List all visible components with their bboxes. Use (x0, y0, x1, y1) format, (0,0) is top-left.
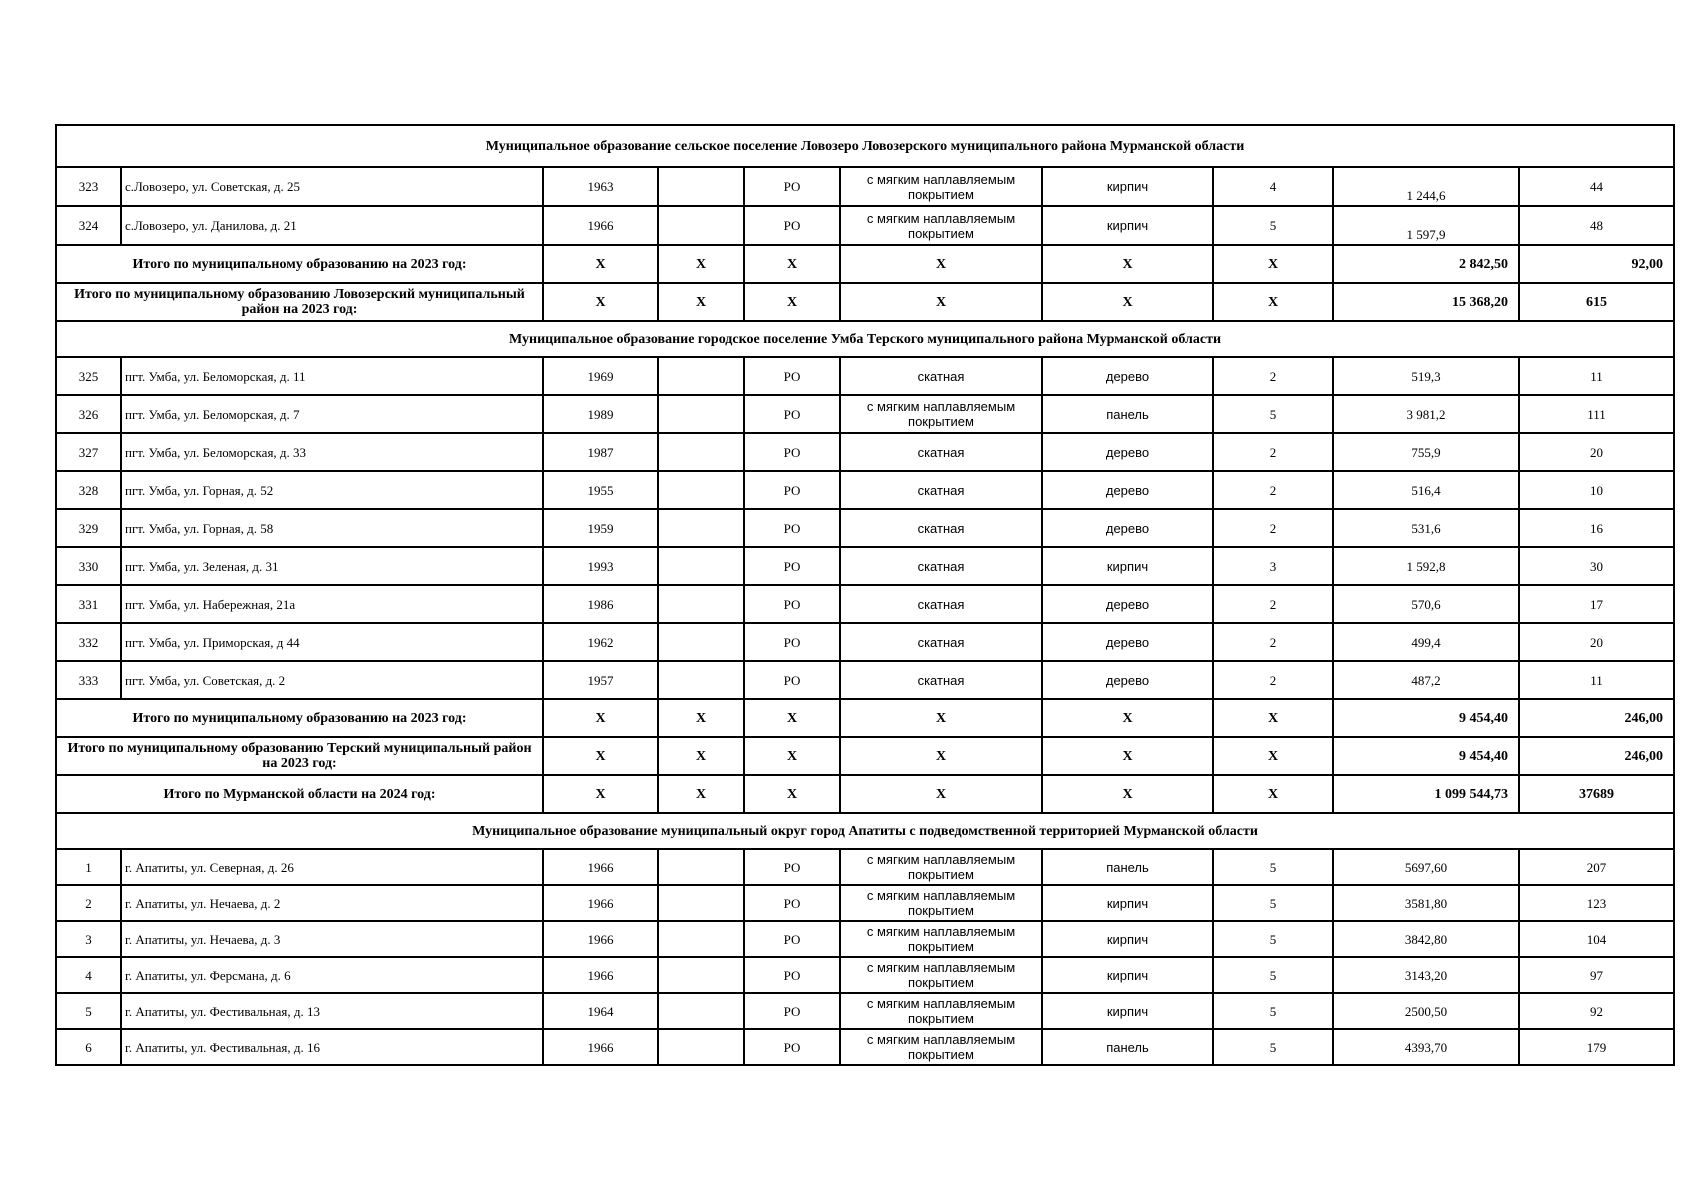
floors-cell: 2 (1213, 661, 1333, 699)
row-number: 327 (56, 433, 121, 471)
floors-cell: 4 (1213, 167, 1333, 206)
wall-material-cell: кирпич (1042, 921, 1213, 957)
ro-cell: РО (744, 357, 840, 395)
residents-cell: 97 (1519, 957, 1674, 993)
roof-type-cell: с мягким наплавляемым покрытием (840, 849, 1042, 885)
x-mark-cell: Х (1042, 737, 1213, 775)
table-row (56, 623, 1674, 661)
empty-cell (658, 885, 744, 921)
area-cell: 519,3 (1333, 357, 1519, 395)
x-mark-cell: Х (840, 245, 1042, 283)
year-cell: 1966 (543, 1029, 658, 1065)
year-cell: 1957 (543, 661, 658, 699)
area-cell: 1 244,6 (1333, 167, 1519, 206)
roof-type-cell: скатная (840, 471, 1042, 509)
roof-type-cell: скатная (840, 623, 1042, 661)
wall-material-cell: кирпич (1042, 167, 1213, 206)
wall-material-cell: дерево (1042, 585, 1213, 623)
total-residents-cell: 37689 (1519, 775, 1674, 813)
address-cell: г. Апатиты, ул. Нечаева, д. 3 (121, 921, 543, 957)
residents-cell: 44 (1519, 167, 1674, 206)
residents-cell: 207 (1519, 849, 1674, 885)
x-mark-cell: Х (840, 699, 1042, 737)
residents-cell: 11 (1519, 661, 1674, 699)
x-mark-cell: Х (744, 775, 840, 813)
x-mark-cell: Х (1213, 245, 1333, 283)
x-mark-cell: Х (658, 775, 744, 813)
area-cell: 516,4 (1333, 471, 1519, 509)
row-number: 4 (56, 957, 121, 993)
ro-cell: РО (744, 395, 840, 433)
table-row (56, 206, 1674, 245)
residents-cell: 104 (1519, 921, 1674, 957)
floors-cell: 2 (1213, 471, 1333, 509)
table-row (56, 849, 1674, 885)
year-cell: 1966 (543, 957, 658, 993)
empty-cell (658, 849, 744, 885)
x-mark-cell: Х (658, 283, 744, 321)
roof-type-cell: скатная (840, 433, 1042, 471)
ro-cell: РО (744, 471, 840, 509)
year-cell: 1969 (543, 357, 658, 395)
roof-type-cell: с мягким наплавляемым покрытием (840, 993, 1042, 1029)
row-number: 1 (56, 849, 121, 885)
wall-material-cell: дерево (1042, 357, 1213, 395)
table-row (56, 585, 1674, 623)
row-number: 331 (56, 585, 121, 623)
table-row (56, 1029, 1674, 1065)
x-mark-cell: Х (1042, 699, 1213, 737)
x-mark-cell: Х (840, 737, 1042, 775)
table-row (56, 993, 1674, 1029)
floors-cell: 2 (1213, 357, 1333, 395)
total-label: Итого по муниципальному образованию Ловозерский муниципальный район на 2023 год: (56, 283, 543, 321)
address-cell: г. Апатиты, ул. Нечаева, д. 2 (121, 885, 543, 921)
total-area-cell: 9 454,40 (1333, 699, 1519, 737)
row-number: 325 (56, 357, 121, 395)
total-area-cell: 1 099 544,73 (1333, 775, 1519, 813)
floors-cell: 5 (1213, 206, 1333, 245)
area-cell: 3581,80 (1333, 885, 1519, 921)
empty-cell (658, 547, 744, 585)
floors-cell: 5 (1213, 395, 1333, 433)
year-cell: 1959 (543, 509, 658, 547)
x-mark-cell: Х (744, 699, 840, 737)
table-row (56, 921, 1674, 957)
address-cell: пгт. Умба, ул. Горная, д. 52 (121, 471, 543, 509)
wall-material-cell: панель (1042, 1029, 1213, 1065)
residents-cell: 20 (1519, 433, 1674, 471)
x-mark-cell: Х (658, 737, 744, 775)
x-mark-cell: Х (543, 245, 658, 283)
table-row (56, 957, 1674, 993)
ro-cell: РО (744, 206, 840, 245)
roof-type-cell: с мягким наплавляемым покрытием (840, 395, 1042, 433)
x-mark-cell: Х (1213, 737, 1333, 775)
year-cell: 1966 (543, 849, 658, 885)
ro-cell: РО (744, 433, 840, 471)
area-cell: 531,6 (1333, 509, 1519, 547)
area-cell: 2500,50 (1333, 993, 1519, 1029)
address-cell: г. Апатиты, ул. Ферсмана, д. 6 (121, 957, 543, 993)
row-number: 3 (56, 921, 121, 957)
empty-cell (658, 957, 744, 993)
roof-type-cell: с мягким наплавляемым покрытием (840, 957, 1042, 993)
row-number: 328 (56, 471, 121, 509)
x-mark-cell: Х (543, 283, 658, 321)
table-row (56, 357, 1674, 395)
residents-cell: 179 (1519, 1029, 1674, 1065)
residents-cell: 30 (1519, 547, 1674, 585)
ro-cell: РО (744, 1029, 840, 1065)
floors-cell: 2 (1213, 433, 1333, 471)
ro-cell: РО (744, 885, 840, 921)
floors-cell: 5 (1213, 885, 1333, 921)
area-cell: 3842,80 (1333, 921, 1519, 957)
floors-cell: 2 (1213, 623, 1333, 661)
empty-cell (658, 471, 744, 509)
ro-cell: РО (744, 661, 840, 699)
roof-type-cell: скатная (840, 357, 1042, 395)
ro-cell: РО (744, 957, 840, 993)
x-mark-cell: Х (1042, 775, 1213, 813)
year-cell: 1987 (543, 433, 658, 471)
table-row (56, 661, 1674, 699)
section-title: Муниципальное образование сельское поселение Ловозеро Ловозерского муниципального района Мурманской области (56, 125, 1674, 167)
area-cell: 499,4 (1333, 623, 1519, 661)
roof-type-cell: с мягким наплавляемым покрытием (840, 1029, 1042, 1065)
address-cell: г. Апатиты, ул. Северная, д. 26 (121, 849, 543, 885)
ro-cell: РО (744, 547, 840, 585)
section-header-row (56, 321, 1674, 357)
area-cell: 3143,20 (1333, 957, 1519, 993)
wall-material-cell: дерево (1042, 661, 1213, 699)
empty-cell (658, 357, 744, 395)
wall-material-cell: дерево (1042, 623, 1213, 661)
roof-type-cell: с мягким наплавляемым покрытием (840, 206, 1042, 245)
wall-material-cell: кирпич (1042, 957, 1213, 993)
address-cell: с.Ловозеро, ул. Советская, д. 25 (121, 167, 543, 206)
empty-cell (658, 509, 744, 547)
ro-cell: РО (744, 623, 840, 661)
table-row (56, 547, 1674, 585)
empty-cell (658, 1029, 744, 1065)
x-mark-cell: Х (1213, 699, 1333, 737)
roof-type-cell: скатная (840, 547, 1042, 585)
total-row (56, 775, 1674, 813)
x-mark-cell: Х (744, 737, 840, 775)
area-cell: 755,9 (1333, 433, 1519, 471)
x-mark-cell: Х (658, 245, 744, 283)
residents-cell: 11 (1519, 357, 1674, 395)
residents-cell: 16 (1519, 509, 1674, 547)
table-row (56, 509, 1674, 547)
ro-cell: РО (744, 585, 840, 623)
wall-material-cell: панель (1042, 395, 1213, 433)
row-number: 332 (56, 623, 121, 661)
area-cell: 5697,60 (1333, 849, 1519, 885)
empty-cell (658, 661, 744, 699)
area-cell: 1 592,8 (1333, 547, 1519, 585)
table-row (56, 433, 1674, 471)
empty-cell (658, 206, 744, 245)
residents-cell: 111 (1519, 395, 1674, 433)
table-body (56, 125, 1674, 1065)
roof-type-cell: с мягким наплавляемым покрытием (840, 921, 1042, 957)
total-label: Итого по муниципальному образованию на 2023 год: (56, 699, 543, 737)
address-cell: г. Апатиты, ул. Фестивальная, д. 16 (121, 1029, 543, 1065)
row-number: 5 (56, 993, 121, 1029)
x-mark-cell: Х (543, 699, 658, 737)
wall-material-cell: кирпич (1042, 993, 1213, 1029)
roof-type-cell: скатная (840, 585, 1042, 623)
floors-cell: 2 (1213, 509, 1333, 547)
x-mark-cell: Х (1042, 283, 1213, 321)
empty-cell (658, 993, 744, 1029)
floors-cell: 3 (1213, 547, 1333, 585)
table-row (56, 471, 1674, 509)
total-row (56, 283, 1674, 321)
year-cell: 1955 (543, 471, 658, 509)
address-cell: пгт. Умба, ул. Зеленая, д. 31 (121, 547, 543, 585)
section-header-row (56, 813, 1674, 849)
row-number: 330 (56, 547, 121, 585)
x-mark-cell: Х (1042, 245, 1213, 283)
total-row (56, 699, 1674, 737)
total-row (56, 245, 1674, 283)
housing-register-table (55, 124, 1675, 1066)
total-residents-cell: 615 (1519, 283, 1674, 321)
section-title: Муниципальное образование городское поселение Умба Терского муниципального района Мурманской области (56, 321, 1674, 357)
empty-cell (658, 585, 744, 623)
total-residents-cell: 246,00 (1519, 737, 1674, 775)
area-cell: 1 597,9 (1333, 206, 1519, 245)
roof-type-cell: скатная (840, 509, 1042, 547)
address-cell: с.Ловозеро, ул. Данилова, д. 21 (121, 206, 543, 245)
area-cell: 4393,70 (1333, 1029, 1519, 1065)
address-cell: пгт. Умба, ул. Беломорская, д. 11 (121, 357, 543, 395)
ro-cell: РО (744, 849, 840, 885)
address-cell: г. Апатиты, ул. Фестивальная, д. 13 (121, 993, 543, 1029)
floors-cell: 5 (1213, 993, 1333, 1029)
x-mark-cell: Х (543, 737, 658, 775)
total-area-cell: 2 842,50 (1333, 245, 1519, 283)
year-cell: 1962 (543, 623, 658, 661)
x-mark-cell: Х (744, 245, 840, 283)
address-cell: пгт. Умба, ул. Набережная, 21а (121, 585, 543, 623)
wall-material-cell: кирпич (1042, 206, 1213, 245)
x-mark-cell: Х (658, 699, 744, 737)
area-cell: 487,2 (1333, 661, 1519, 699)
row-number: 6 (56, 1029, 121, 1065)
roof-type-cell: с мягким наплавляемым покрытием (840, 167, 1042, 206)
wall-material-cell: дерево (1042, 433, 1213, 471)
floors-cell: 5 (1213, 849, 1333, 885)
address-cell: пгт. Умба, ул. Горная, д. 58 (121, 509, 543, 547)
total-residents-cell: 92,00 (1519, 245, 1674, 283)
table-row (56, 167, 1674, 206)
x-mark-cell: Х (840, 283, 1042, 321)
section-header-row (56, 125, 1674, 167)
section-title: Муниципальное образование муниципальный округ город Апатиты с подведомственной территорией Мурманской области (56, 813, 1674, 849)
ro-cell: РО (744, 921, 840, 957)
residents-cell: 92 (1519, 993, 1674, 1029)
empty-cell (658, 921, 744, 957)
residents-cell: 48 (1519, 206, 1674, 245)
x-mark-cell: Х (1213, 775, 1333, 813)
ro-cell: РО (744, 167, 840, 206)
floors-cell: 2 (1213, 585, 1333, 623)
floors-cell: 5 (1213, 957, 1333, 993)
year-cell: 1966 (543, 921, 658, 957)
row-number: 2 (56, 885, 121, 921)
residents-cell: 17 (1519, 585, 1674, 623)
total-area-cell: 9 454,40 (1333, 737, 1519, 775)
floors-cell: 5 (1213, 1029, 1333, 1065)
table-row (56, 395, 1674, 433)
row-number: 329 (56, 509, 121, 547)
row-number: 333 (56, 661, 121, 699)
empty-cell (658, 623, 744, 661)
address-cell: пгт. Умба, ул. Беломорская, д. 7 (121, 395, 543, 433)
year-cell: 1963 (543, 167, 658, 206)
year-cell: 1989 (543, 395, 658, 433)
year-cell: 1964 (543, 993, 658, 1029)
row-number: 326 (56, 395, 121, 433)
total-row (56, 737, 1674, 775)
year-cell: 1966 (543, 885, 658, 921)
total-label: Итого по муниципальному образованию на 2023 год: (56, 245, 543, 283)
year-cell: 1993 (543, 547, 658, 585)
wall-material-cell: дерево (1042, 471, 1213, 509)
roof-type-cell: с мягким наплавляемым покрытием (840, 885, 1042, 921)
wall-material-cell: кирпич (1042, 885, 1213, 921)
total-label: Итого по Мурманской области на 2024 год: (56, 775, 543, 813)
empty-cell (658, 395, 744, 433)
x-mark-cell: Х (744, 283, 840, 321)
ro-cell: РО (744, 509, 840, 547)
total-area-cell: 15 368,20 (1333, 283, 1519, 321)
year-cell: 1966 (543, 206, 658, 245)
residents-cell: 20 (1519, 623, 1674, 661)
area-cell: 570,6 (1333, 585, 1519, 623)
x-mark-cell: Х (1213, 283, 1333, 321)
empty-cell (658, 433, 744, 471)
residents-cell: 123 (1519, 885, 1674, 921)
total-label: Итого по муниципальному образованию Терский муниципальный район на 2023 год: (56, 737, 543, 775)
row-number: 324 (56, 206, 121, 245)
residents-cell: 10 (1519, 471, 1674, 509)
wall-material-cell: панель (1042, 849, 1213, 885)
table-row (56, 885, 1674, 921)
x-mark-cell: Х (543, 775, 658, 813)
ro-cell: РО (744, 993, 840, 1029)
wall-material-cell: дерево (1042, 509, 1213, 547)
area-cell: 3 981,2 (1333, 395, 1519, 433)
x-mark-cell: Х (840, 775, 1042, 813)
wall-material-cell: кирпич (1042, 547, 1213, 585)
total-residents-cell: 246,00 (1519, 699, 1674, 737)
address-cell: пгт. Умба, ул. Советская, д. 2 (121, 661, 543, 699)
empty-cell (658, 167, 744, 206)
address-cell: пгт. Умба, ул. Приморская, д 44 (121, 623, 543, 661)
address-cell: пгт. Умба, ул. Беломорская, д. 33 (121, 433, 543, 471)
year-cell: 1986 (543, 585, 658, 623)
floors-cell: 5 (1213, 921, 1333, 957)
roof-type-cell: скатная (840, 661, 1042, 699)
row-number: 323 (56, 167, 121, 206)
